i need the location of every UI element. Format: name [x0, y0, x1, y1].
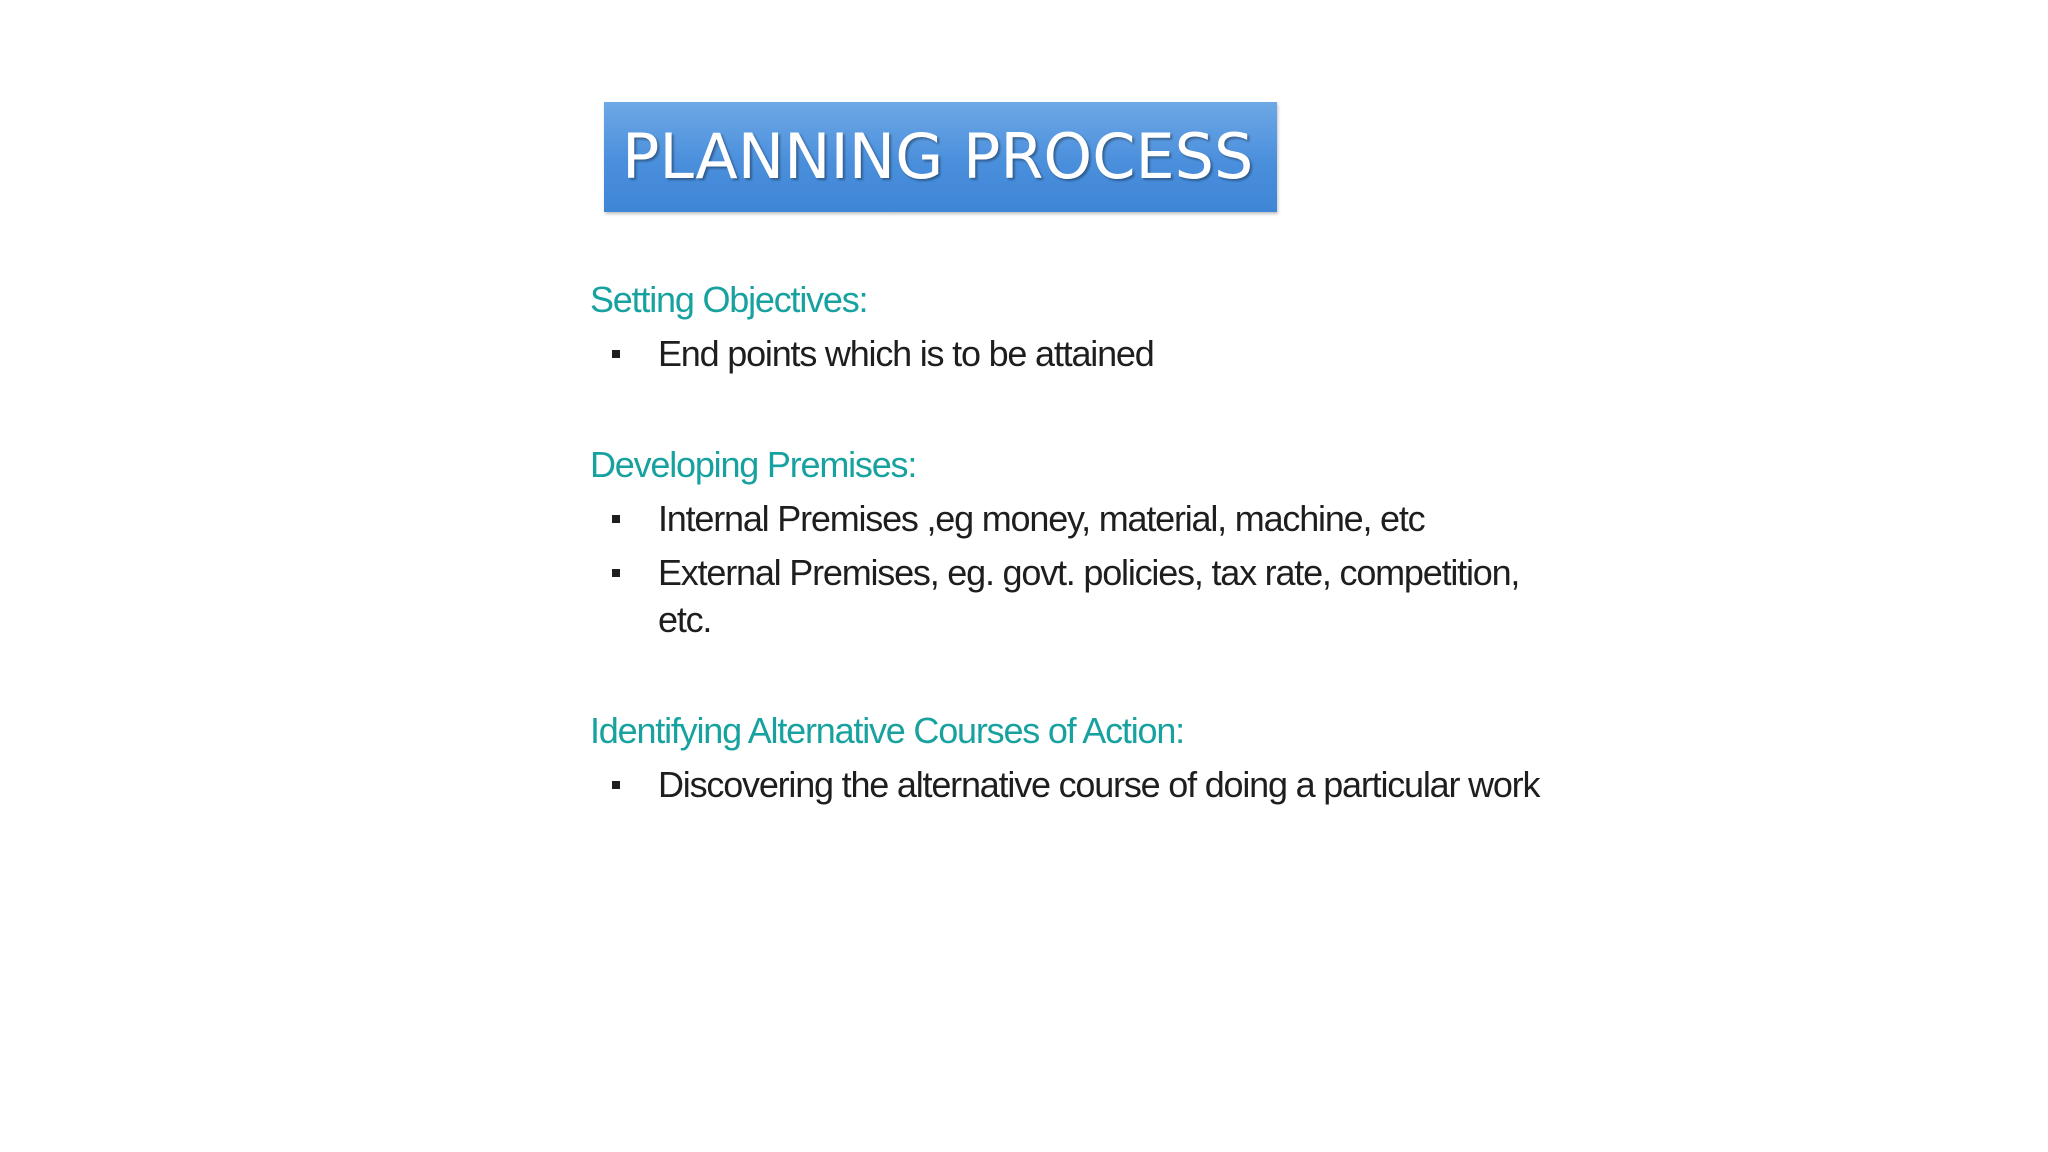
bullet-item [590, 495, 1550, 542]
square-bullet-icon [612, 781, 620, 789]
section-heading: Developing Premises: [590, 444, 917, 485]
bullet-item [590, 549, 1550, 643]
section-heading: Setting Objectives: [590, 279, 868, 320]
section-heading: Identifying Alternative Courses of Action: [590, 710, 1184, 751]
bullet-item [590, 330, 1550, 377]
slide-content [590, 276, 1550, 815]
square-bullet-icon [612, 350, 620, 358]
square-bullet-icon [612, 515, 620, 523]
square-bullet-icon [612, 569, 620, 577]
bullet-list [590, 761, 1550, 808]
bullet-text: Internal Premises ,eg money, material, machine, etc [658, 498, 1425, 539]
bullet-item [590, 761, 1550, 808]
bullet-text: End points which is to be attained [658, 333, 1154, 374]
bullet-text: External Premises, eg. govt. policies, tax rate, competition, etc. [658, 552, 1520, 640]
title-banner [604, 102, 1277, 212]
bullet-list [590, 495, 1550, 643]
slide-title: PLANNING PROCESS [622, 120, 1254, 193]
bullet-list [590, 330, 1550, 377]
section-developing-premises [590, 441, 1550, 643]
section-setting-objectives [590, 276, 1550, 377]
section-identifying-alternatives [590, 707, 1550, 808]
bullet-text: Discovering the alternative course of doing a particular work [658, 764, 1540, 805]
